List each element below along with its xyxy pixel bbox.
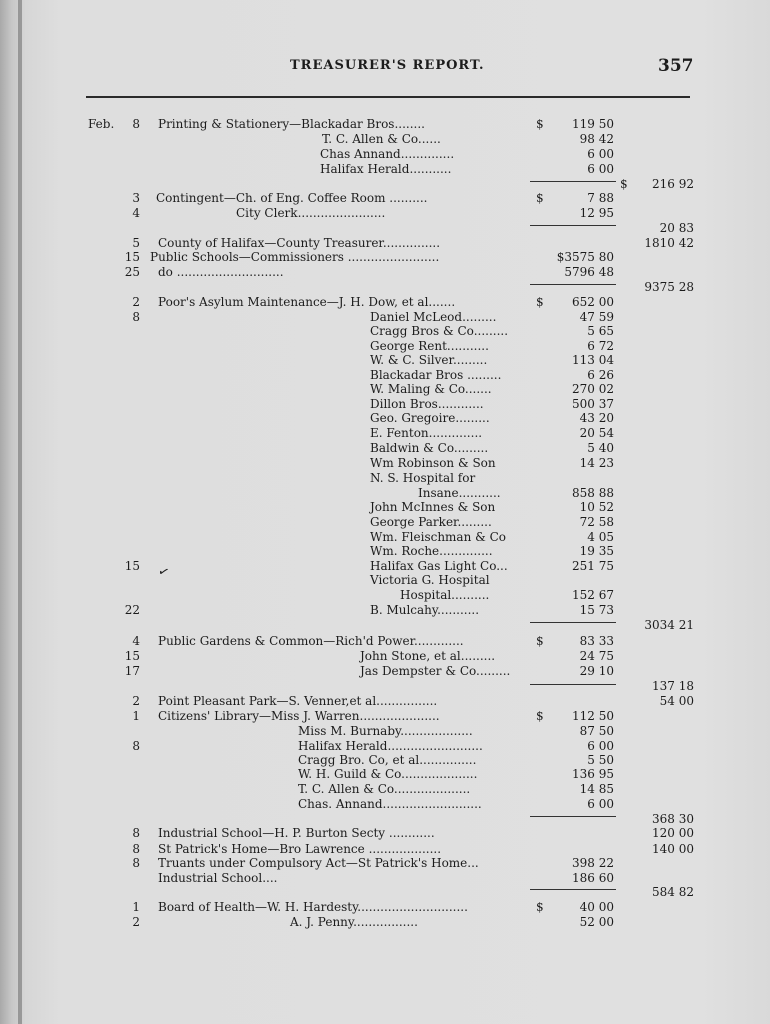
ledger-total: 137 18	[652, 679, 694, 693]
dollar-sign: $	[620, 177, 628, 191]
ledger-description: Public Schools—Commissioners ........................	[150, 250, 440, 264]
ledger-amount: 136 95	[572, 767, 614, 781]
ledger-amount: 152 67	[572, 588, 614, 602]
ledger-row	[0, 812, 770, 827]
ledger-amount: 112 50	[572, 709, 614, 723]
ledger-amount: 72 58	[579, 515, 614, 529]
ledger-amount: 12 95	[579, 206, 614, 220]
ledger-amount: 500 37	[572, 397, 614, 411]
ledger-description: Blackadar Bros .........	[370, 368, 502, 382]
ledger-day: 25	[124, 265, 140, 279]
ledger-description: T. C. Allen & Co......	[322, 132, 441, 146]
ledger-day: 8	[132, 310, 140, 324]
ledger-row	[0, 826, 770, 841]
ledger-row	[0, 559, 770, 574]
ledger-amount: $3575 80	[556, 250, 614, 264]
subtotal-rule	[530, 225, 616, 226]
ledger-description: Miss M. Burnaby...................	[298, 724, 473, 738]
ledger-description: Dillon Bros............	[370, 397, 484, 411]
ledger-row	[0, 117, 770, 132]
ledger-amount: 652 00	[572, 295, 614, 309]
ledger-description: Poor's Asylum Maintenance—J. H. Dow, et al.......	[158, 295, 456, 309]
ledger-day: 1	[132, 900, 140, 914]
ledger-description: Cragg Bro. Co, et al...............	[298, 753, 477, 767]
ledger-row	[0, 471, 770, 486]
ledger-row	[0, 411, 770, 426]
ledger-row	[0, 177, 770, 192]
ledger-row	[0, 885, 770, 900]
ledger-amount: 6 72	[587, 339, 614, 353]
ledger-amount: 7 88	[587, 191, 614, 205]
ledger-row	[0, 634, 770, 649]
ledger-description: Point Pleasant Park—S. Venner,et al................	[158, 694, 438, 708]
ledger-amount: 6 26	[587, 368, 614, 382]
ledger-row	[0, 664, 770, 679]
ledger-description: City Clerk.......................	[236, 206, 386, 220]
ledger-description: John McInnes & Son	[370, 500, 496, 514]
dollar-sign: $	[536, 709, 544, 723]
ledger-row	[0, 515, 770, 530]
ledger-description: Insane...........	[418, 486, 501, 500]
ledger-total: 120 00	[652, 826, 694, 840]
ledger-amount: 5 65	[587, 324, 614, 338]
ledger-day: 4	[132, 206, 140, 220]
ledger-row	[0, 871, 770, 886]
ledger-total: 3034 21	[644, 618, 694, 632]
ledger-amount: 398 22	[572, 856, 614, 870]
ledger-day: 22	[124, 603, 140, 617]
ledger-description: Board of Health—W. H. Hardesty.............................	[158, 900, 468, 914]
ledger-amount: 20 54	[579, 426, 614, 440]
ledger-description: County of Halifax—County Treasurer...............	[158, 236, 441, 250]
ledger-description: Wm. Fleischman & Co	[370, 530, 507, 544]
ledger-row	[0, 915, 770, 930]
ledger-description: Hospital..........	[400, 588, 490, 602]
ledger-amount: 98 42	[579, 132, 614, 146]
ledger-total: 1810 42	[644, 236, 694, 250]
ledger-day: 3	[132, 191, 140, 205]
ledger-total: 584 82	[652, 885, 694, 899]
ledger-amount: 14 23	[579, 456, 614, 470]
ledger-row	[0, 382, 770, 397]
ledger-row	[0, 900, 770, 915]
ledger-amount: 5796 48	[564, 265, 614, 279]
ledger-row	[0, 236, 770, 251]
ledger-day: 8	[132, 842, 140, 856]
ledger-row	[0, 162, 770, 177]
ledger-row	[0, 842, 770, 857]
ledger-amount: 5 40	[587, 441, 614, 455]
dollar-sign: $	[536, 191, 544, 205]
ledger-amount: 6 00	[587, 739, 614, 753]
subtotal-rule	[530, 181, 616, 182]
ledger-row	[0, 856, 770, 871]
ledger-description: A. J. Penny.................	[290, 915, 418, 929]
ledger-total: 20 83	[659, 221, 694, 235]
ledger-row	[0, 767, 770, 782]
ledger-description: Geo. Gregoire.........	[370, 411, 490, 425]
ledger-total: 216 92	[652, 177, 694, 191]
ledger-amount: 270 02	[572, 382, 614, 396]
running-head: TREASURER'S REPORT.	[290, 58, 485, 73]
ledger-day: 17	[124, 664, 140, 678]
ledger-row	[0, 782, 770, 797]
ledger-row	[0, 280, 770, 295]
ledger-row	[0, 221, 770, 236]
ledger-row	[0, 486, 770, 501]
ledger-amount: 15 73	[579, 603, 614, 617]
ledger-row	[0, 265, 770, 280]
ledger-row	[0, 368, 770, 383]
page-number: 357	[658, 56, 694, 76]
ledger-row	[0, 310, 770, 325]
ledger-day: 8	[132, 826, 140, 840]
ledger-row	[0, 679, 770, 694]
ledger-row	[0, 603, 770, 618]
ledger-day: 8	[132, 739, 140, 753]
ledger-row	[0, 724, 770, 739]
ledger-row	[0, 544, 770, 559]
ledger-description: Baldwin & Co.........	[370, 441, 489, 455]
ledger-row	[0, 500, 770, 515]
ledger-description: Contingent—Ch. of Eng. Coffee Room ..........	[156, 191, 428, 205]
ledger-day: 2	[132, 295, 140, 309]
ledger-day: 15	[124, 559, 140, 573]
ledger-day: 8	[132, 117, 140, 131]
subtotal-rule	[530, 889, 616, 890]
ledger-amount: 83 33	[579, 634, 614, 648]
ledger-description: W. & C. Silver.........	[370, 353, 488, 367]
ledger-description: T. C. Allen & Co....................	[298, 782, 471, 796]
ledger-description: B. Mulcahy...........	[370, 603, 480, 617]
ledger-description: W. Maling & Co.......	[370, 382, 492, 396]
ledger-description: Truants under Compulsory Act—St Patrick's Home...	[158, 856, 479, 870]
ledger-amount: 52 00	[579, 915, 614, 929]
subtotal-rule	[530, 684, 616, 685]
ledger-amount: 251 75	[572, 559, 614, 573]
ledger-day: 1	[132, 709, 140, 723]
ledger-day: 2	[132, 915, 140, 929]
ledger-amount: 6 00	[587, 797, 614, 811]
dollar-sign: $	[536, 900, 544, 914]
ledger-row	[0, 339, 770, 354]
ledger-description: E. Fenton..............	[370, 426, 483, 440]
ledger-description: Chas Annand..............	[320, 147, 455, 161]
ledger-amount: 14 85	[579, 782, 614, 796]
ledger-amount: 5 50	[587, 753, 614, 767]
ledger-amount: 6 00	[587, 147, 614, 161]
ledger-description: John Stone, et al.........	[360, 649, 496, 663]
ledger-row	[0, 147, 770, 162]
ledger-description: Chas. Annand..........................	[298, 797, 482, 811]
ledger-total: 54 00	[659, 694, 694, 708]
ledger-row	[0, 324, 770, 339]
ledger-description: Victoria G. Hospital	[370, 573, 490, 587]
ledger-amount: 29 10	[579, 664, 614, 678]
ledger-row	[0, 397, 770, 412]
ledger-row	[0, 573, 770, 588]
ledger-description: do ............................	[158, 265, 284, 279]
ledger-row	[0, 530, 770, 545]
ledger-description: Halifax Herald.........................	[298, 739, 483, 753]
ledger-day: 8	[132, 856, 140, 870]
ledger-day: 15	[124, 250, 140, 264]
ledger-row	[0, 709, 770, 724]
ledger-description: Wm Robinson & Son	[370, 456, 496, 470]
ledger-row	[0, 295, 770, 310]
ledger-description: N. S. Hospital for	[370, 471, 476, 485]
ledger-row	[0, 588, 770, 603]
ledger-amount: 6 00	[587, 162, 614, 176]
ledger-day: 15	[124, 649, 140, 663]
ledger-description: Public Gardens & Common—Rich'd Power.............	[158, 634, 464, 648]
ledger-row	[0, 441, 770, 456]
ledger-amount: 43 20	[579, 411, 614, 425]
ledger-total: 368 30	[652, 812, 694, 826]
subtotal-rule	[530, 284, 616, 285]
ledger-total: 9375 28	[644, 280, 694, 294]
subtotal-rule	[530, 816, 616, 817]
ledger-description: Industrial School—H. P. Burton Secty ............	[158, 826, 435, 840]
ledger-description: Industrial School....	[158, 871, 278, 885]
ledger-amount: 4 05	[587, 530, 614, 544]
ledger-description: Wm. Roche..............	[370, 544, 493, 558]
ledger-amount: 40 00	[579, 900, 614, 914]
ledger-description: St Patrick's Home—Bro Lawrence ...................	[158, 842, 442, 856]
dollar-sign: $	[536, 117, 544, 131]
ledger-row	[0, 426, 770, 441]
ledger-row	[0, 456, 770, 471]
ledger-row	[0, 206, 770, 221]
ledger-description: George Parker.........	[370, 515, 492, 529]
dollar-sign: $	[536, 295, 544, 309]
ledger-amount: 10 52	[579, 500, 614, 514]
ledger-day: 4	[132, 634, 140, 648]
ledger-description: Halifax Herald...........	[320, 162, 452, 176]
ledger-description: Halifax Gas Light Co...	[370, 559, 508, 573]
ledger-amount: 47 59	[579, 310, 614, 324]
ledger-day: 2	[132, 694, 140, 708]
ledger-amount: 113 04	[572, 353, 614, 367]
ledger-row	[0, 739, 770, 754]
ledger-amount: 858 88	[572, 486, 614, 500]
ledger-amount: 87 50	[579, 724, 614, 738]
ledger-row	[0, 353, 770, 368]
ledger-row	[0, 649, 770, 664]
ledger-row	[0, 191, 770, 206]
ledger-total: 140 00	[652, 842, 694, 856]
ledger-description: Daniel McLeod.........	[370, 310, 497, 324]
ledger-description: W. H. Guild & Co....................	[298, 767, 478, 781]
ledger-description: Cragg Bros & Co.........	[370, 324, 509, 338]
ledger-row	[0, 694, 770, 709]
subtotal-rule	[530, 622, 616, 623]
ledger-amount: 24 75	[579, 649, 614, 663]
ledger-description: Printing & Stationery—Blackadar Bros........	[158, 117, 425, 131]
ledger-description: Citizens' Library—Miss J. Warren.....................	[158, 709, 440, 723]
ledger-description: George Rent...........	[370, 339, 489, 353]
ledger-row	[0, 250, 770, 265]
ledger-row	[0, 618, 770, 633]
ledger-row	[0, 753, 770, 768]
ledger-amount: 186 60	[572, 871, 614, 885]
ledger-amount: 19 35	[579, 544, 614, 558]
ledger-day: 5	[132, 236, 140, 250]
ledger-month: Feb.	[88, 117, 115, 131]
pencil-check-mark: ✓	[155, 563, 172, 582]
ledger-row	[0, 797, 770, 812]
ledger-row	[0, 132, 770, 147]
ledger-description: Jas Dempster & Co.........	[360, 664, 511, 678]
dollar-sign: $	[536, 634, 544, 648]
ledger-amount: 119 50	[572, 117, 614, 131]
